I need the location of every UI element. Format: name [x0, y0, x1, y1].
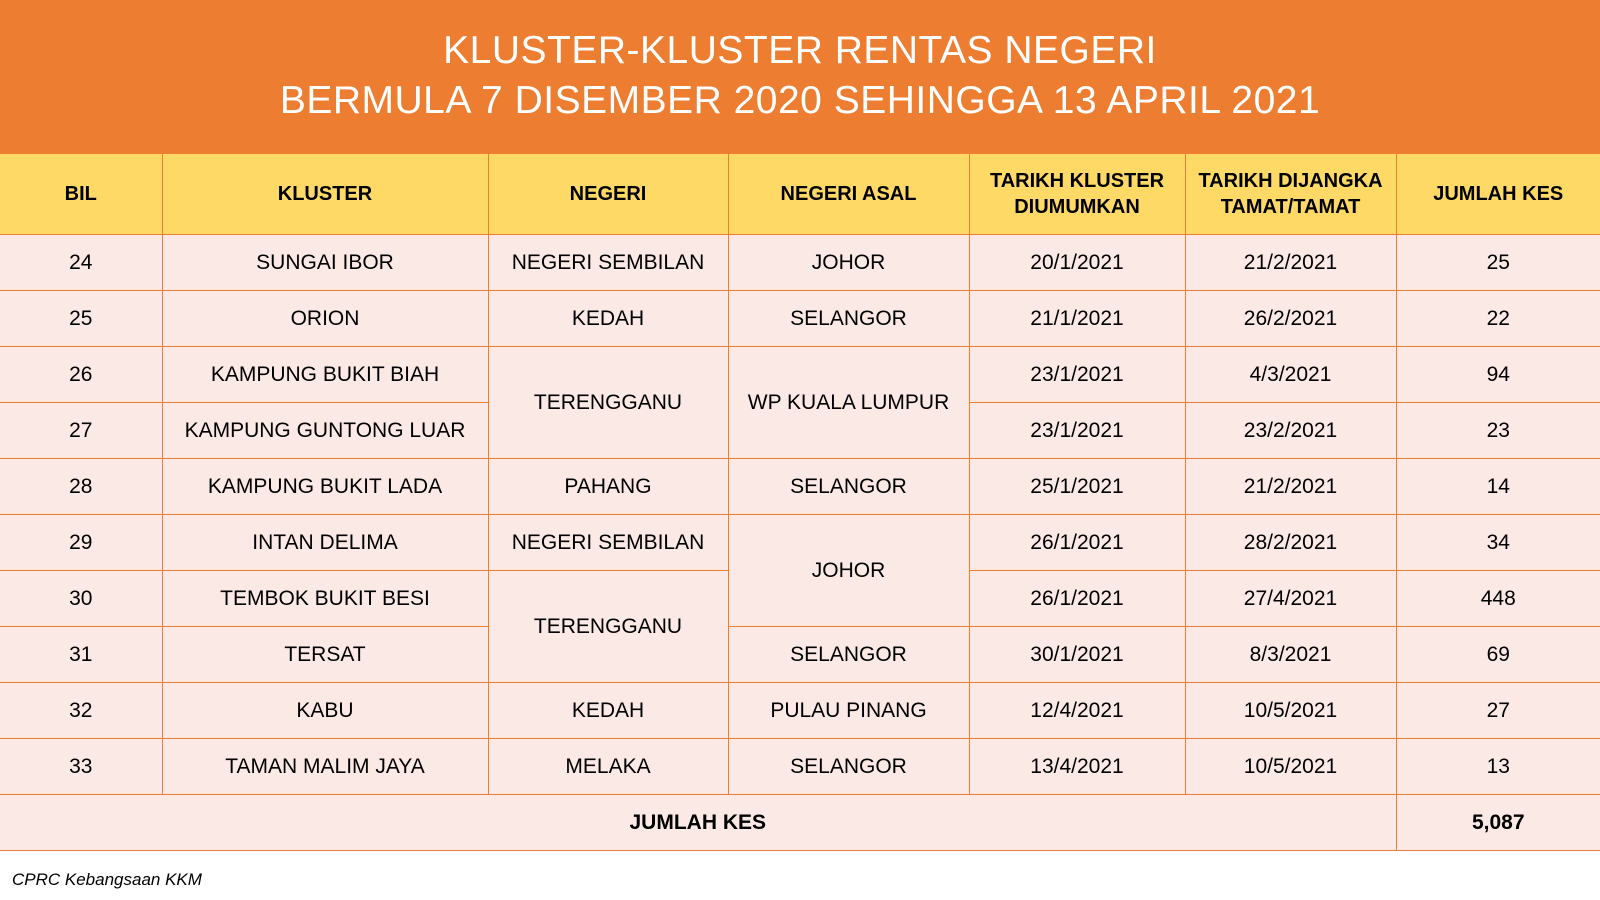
cell-bil: 26	[0, 347, 162, 403]
header-tarikh-diumumkan	[969, 154, 1185, 235]
cell-negeri-asal: PULAU PINANG	[728, 683, 969, 739]
header-kluster: KLUSTER	[162, 154, 488, 235]
cell-negeri: NEGERI SEMBILAN	[488, 235, 728, 291]
table-row	[0, 739, 1600, 795]
cell-negeri: PAHANG	[488, 459, 728, 515]
cell-kes: 14	[1396, 459, 1600, 515]
table-row	[0, 291, 1600, 347]
cell-negeri-asal: WP KUALA LUMPUR	[728, 347, 969, 459]
cluster-table	[0, 153, 1600, 851]
cell-negeri: NEGERI SEMBILAN	[488, 515, 728, 571]
cell-bil: 31	[0, 627, 162, 683]
table-row	[0, 235, 1600, 291]
cell-negeri: TERENGGANU	[488, 347, 728, 459]
cell-diumumkan: 21/1/2021	[969, 291, 1185, 347]
table-row	[0, 627, 1600, 683]
cell-kluster: TEMBOK BUKIT BESI	[162, 571, 488, 627]
cell-bil: 32	[0, 683, 162, 739]
cell-negeri-asal: SELANGOR	[728, 459, 969, 515]
table-row	[0, 683, 1600, 739]
cell-kluster: KAMPUNG GUNTONG LUAR	[162, 403, 488, 459]
cell-negeri-asal: SELANGOR	[728, 627, 969, 683]
cell-diumumkan: 26/1/2021	[969, 571, 1185, 627]
cell-negeri: TERENGGANU	[488, 571, 728, 683]
title-line-1: KLUSTER-KLUSTER RENTAS NEGERI	[443, 29, 1157, 72]
cell-negeri-asal: JOHOR	[728, 235, 969, 291]
cell-kluster: KAMPUNG BUKIT BIAH	[162, 347, 488, 403]
cell-bil: 24	[0, 235, 162, 291]
cell-kes: 22	[1396, 291, 1600, 347]
cell-diumumkan: 12/4/2021	[969, 683, 1185, 739]
cell-tamat: 10/5/2021	[1185, 683, 1396, 739]
cell-tamat: 27/4/2021	[1185, 571, 1396, 627]
cell-kluster: TAMAN MALIM JAYA	[162, 739, 488, 795]
header-tarikh-diumumkan-line1: TARIKH KLUSTER	[989, 170, 1165, 192]
source-credit: CPRC Kebangsaan KKM	[12, 870, 202, 889]
cell-diumumkan: 23/1/2021	[969, 403, 1185, 459]
cell-bil: 27	[0, 403, 162, 459]
total-value: 5,087	[1396, 795, 1600, 851]
header-negeri: NEGERI	[488, 154, 728, 235]
title-line-2: BERMULA 7 DISEMBER 2020 SEHINGGA 13 APRIL 2021	[279, 79, 1321, 122]
cell-kes: 13	[1396, 739, 1600, 795]
cell-tamat: 28/2/2021	[1185, 515, 1396, 571]
cell-negeri-asal: SELANGOR	[728, 739, 969, 795]
cell-negeri: KEDAH	[488, 683, 728, 739]
cell-tamat: 21/2/2021	[1185, 459, 1396, 515]
cell-bil: 33	[0, 739, 162, 795]
cell-kes: 34	[1396, 515, 1600, 571]
header-row	[0, 154, 1600, 235]
cell-tamat: 21/2/2021	[1185, 235, 1396, 291]
cell-negeri: MELAKA	[488, 739, 728, 795]
cell-bil: 28	[0, 459, 162, 515]
header-tarikh-diumumkan-line2: DIUMUMKAN	[1014, 196, 1140, 218]
cell-tamat: 4/3/2021	[1185, 347, 1396, 403]
header-jumlah-kes: JUMLAH KES	[1396, 154, 1600, 235]
cell-diumumkan: 30/1/2021	[969, 627, 1185, 683]
cell-kes: 23	[1396, 403, 1600, 459]
cell-bil: 30	[0, 571, 162, 627]
cell-tamat: 8/3/2021	[1185, 627, 1396, 683]
cell-kluster: KAMPUNG BUKIT LADA	[162, 459, 488, 515]
cell-bil: 29	[0, 515, 162, 571]
header-tarikh-tamat-line2: TAMAT/TAMAT	[1220, 196, 1361, 218]
table-row	[0, 515, 1600, 571]
cell-tamat: 26/2/2021	[1185, 291, 1396, 347]
cell-diumumkan: 20/1/2021	[969, 235, 1185, 291]
cell-negeri-asal: JOHOR	[728, 515, 969, 627]
header-negeri-asal: NEGERI ASAL	[728, 154, 969, 235]
title-banner	[0, 0, 1600, 153]
cell-kluster: SUNGAI IBOR	[162, 235, 488, 291]
cell-kes: 25	[1396, 235, 1600, 291]
cell-diumumkan: 23/1/2021	[969, 347, 1185, 403]
total-row	[0, 795, 1600, 851]
cell-kes: 69	[1396, 627, 1600, 683]
header-tarikh-tamat-line1: TARIKH DIJANGKA	[1198, 170, 1383, 192]
cell-tamat: 23/2/2021	[1185, 403, 1396, 459]
cell-kes: 27	[1396, 683, 1600, 739]
cell-kes: 448	[1396, 571, 1600, 627]
cell-negeri: KEDAH	[488, 291, 728, 347]
cell-kluster: INTAN DELIMA	[162, 515, 488, 571]
cell-negeri-asal: SELANGOR	[728, 291, 969, 347]
cell-diumumkan: 13/4/2021	[969, 739, 1185, 795]
table-row	[0, 459, 1600, 515]
cell-tamat: 10/5/2021	[1185, 739, 1396, 795]
cell-kes: 94	[1396, 347, 1600, 403]
cell-kluster: TERSAT	[162, 627, 488, 683]
cell-kluster: KABU	[162, 683, 488, 739]
cell-bil: 25	[0, 291, 162, 347]
cell-kluster: ORION	[162, 291, 488, 347]
total-label: JUMLAH KES	[0, 795, 1396, 851]
header-tarikh-tamat	[1185, 154, 1396, 235]
cell-diumumkan: 26/1/2021	[969, 515, 1185, 571]
header-bil: BIL	[0, 154, 162, 235]
table-row	[0, 347, 1600, 403]
cell-diumumkan: 25/1/2021	[969, 459, 1185, 515]
